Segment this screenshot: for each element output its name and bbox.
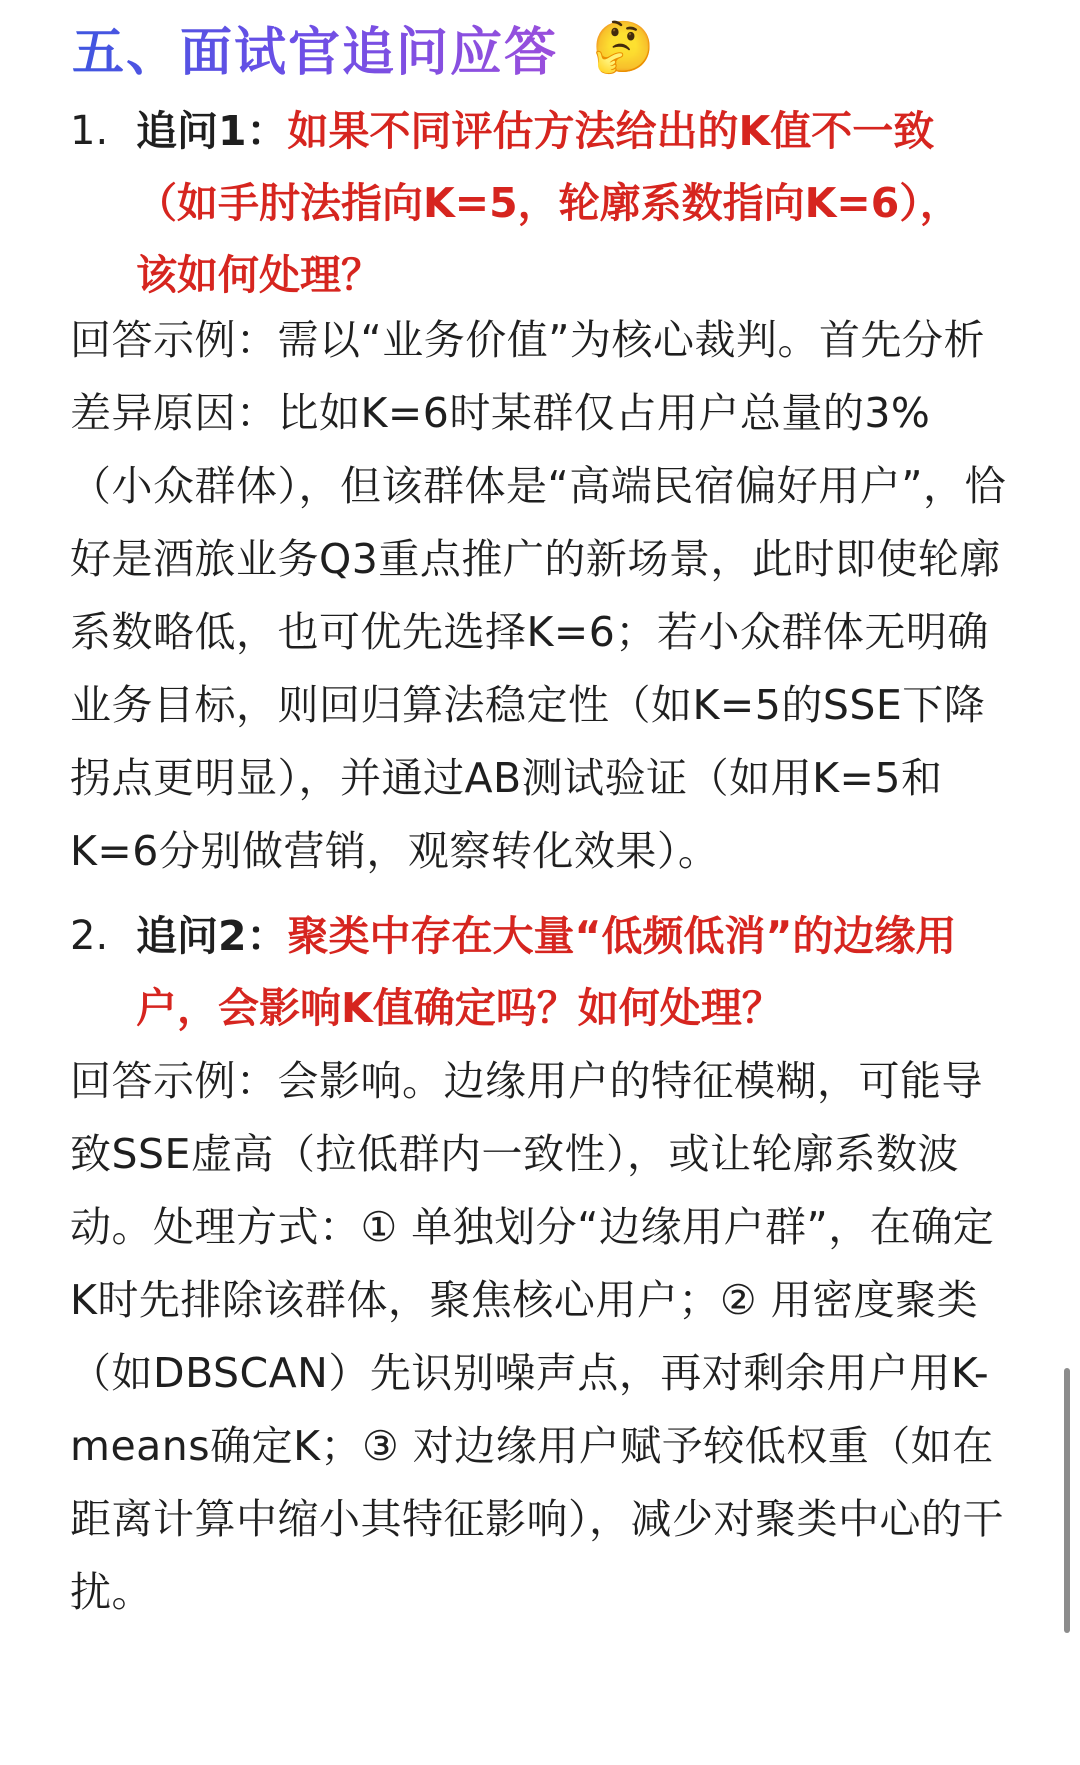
answer-paragraph-2: 回答示例：会影响。边缘用户的特征模糊，可能导致SSE虚高（拉低群内一致性），或让轮廓系数波动。处理方式：① 单独划分“边缘用户群”，在确定K时先排除该群体，聚焦核心用户；② 用密度聚类（如DBSCAN）先识别噪声点，再对剩余用户用K-means确定K；③ 对边缘用户赋予较低权重（如在距离计算中缩小其特征影响），减少对聚类中心的干扰。 (70, 1057, 1004, 1616)
question-number: 2. (70, 913, 109, 959)
question-item-2 (70, 900, 990, 1044)
section-heading (72, 12, 654, 82)
question-number: 1. (70, 108, 109, 154)
question-text: 如果不同评估方法给出的K值不一致（如手肘法指向K=5，轮廓系数指向K=6），该如何处理？ (136, 107, 961, 299)
question-label: 追问1： (136, 107, 288, 155)
thinking-face-icon: 🤔 (592, 18, 655, 76)
question-body (136, 95, 990, 311)
vertical-scrollbar[interactable] (1064, 1368, 1070, 1633)
question-label: 追问2： (136, 912, 288, 960)
answer-paragraph-1: 回答示例：需以“业务价值”为核心裁判。首先分析差异原因：比如K=6时某群仅占用户总量的3%（小众群体），但该群体是“高端民宿偏好用户”，恰好是酒旅业务Q3重点推广的新场景，此时即使轮廓系数略低，也可优先选择K=6；若小众群体无明确业务目标，则回归算法稳定性（如K=5的SSE下降拐点更明显），并通过AB测试验证（如用K=5和K=6分别做营销，观察转化效果）。 (70, 316, 1006, 875)
section-title: 五、面试官追问应答 (72, 10, 558, 85)
question-text: 聚类中存在大量“低频低消”的边缘用户，会影响K值确定吗？如何处理？ (136, 912, 957, 1032)
question-item-1 (70, 95, 990, 311)
question-body (136, 900, 990, 1044)
